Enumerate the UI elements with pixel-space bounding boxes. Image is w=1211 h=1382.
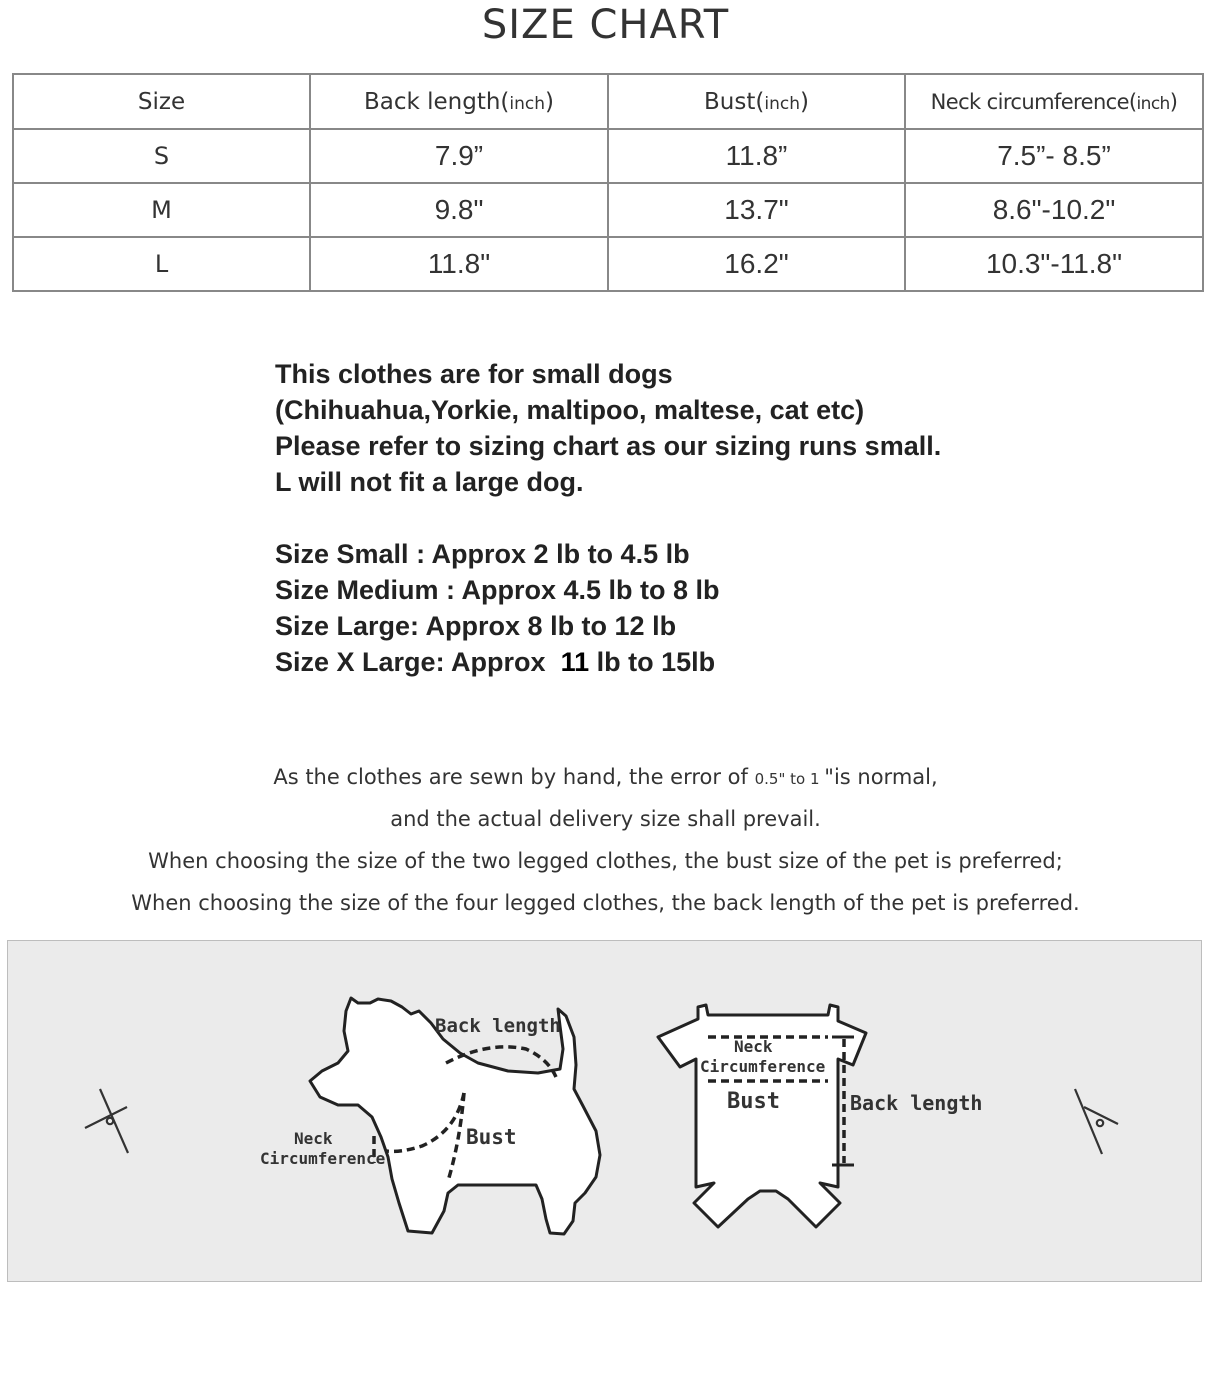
header-neck [905,74,1203,129]
cell-neck: 8.6"-10.2" [905,183,1203,237]
xlarge-prefix: Size X Large: Approx [275,647,561,677]
advice-line [0,758,1211,800]
cell-bust: 13.7" [608,183,905,237]
xlarge-suffix: lb to 15lb [589,647,716,677]
cell-size: M [13,183,310,237]
sizing-advice [0,758,1211,926]
note-line: This clothes are for small dogs [275,359,673,389]
advice-line: When choosing the size of the four legged clothes, the back length of the pet is preferred. [131,891,1080,915]
dog-back-length-label: Back length [435,1015,561,1037]
advice-text: As the clothes are sewn by hand, the error of [273,765,755,789]
advice-text: "is normal, [824,765,938,789]
shirt-bust-label: Bust [727,1089,780,1114]
size-note [275,356,941,680]
advice-error-range: 0.5" to 1 [754,770,825,788]
header-label: Back length( [363,88,510,115]
note-line: (Chihuahua,Yorkie, maltipoo, maltese, cat etc) [275,395,865,425]
scissors-icon [1075,1089,1118,1154]
cell-neck: 7.5”- 8.5” [905,129,1203,183]
header-bust [608,74,905,129]
header-label: Neck circumference( [930,89,1137,114]
cell-size: S [13,129,310,183]
header-close: ) [545,88,555,115]
header-unit: inch [764,93,800,114]
table-header-row [13,74,1203,129]
cell-back-length: 9.8" [310,183,608,237]
diagram-svg [8,941,1203,1283]
cell-back-length: 11.8" [310,237,608,291]
note-line: Please refer to sizing chart as our sizing runs small. [275,431,942,461]
header-label: Size [137,88,186,115]
shirt-back-length-label: Back length [850,1091,983,1115]
measurement-diagram [7,940,1202,1282]
shirt-neck-label: Circumference [700,1057,826,1076]
dog-neck-label: Circumference [260,1149,386,1168]
cell-bust: 16.2" [608,237,905,291]
dog-bust-label: Bust [466,1125,517,1149]
page-title: SIZE CHART [481,2,730,48]
weight-line-xlarge [275,644,941,680]
dog-neck-label: Neck [294,1129,333,1148]
table-row [13,237,1203,291]
header-unit: inch [1136,93,1170,114]
weight-line: Size Medium : Approx 4.5 lb to 8 lb [275,575,720,605]
weight-line: Size Small : Approx 2 lb to 4.5 lb [275,539,690,569]
table-row [13,183,1203,237]
header-close: ) [1169,89,1178,114]
header-size [13,74,310,129]
header-label: Bust( [704,88,765,115]
shirt-neck-label: Neck [734,1037,773,1056]
cell-size: L [13,237,310,291]
cell-back-length: 7.9” [310,129,608,183]
note-line: L will not fit a large dog. [275,467,584,497]
header-unit: inch [509,93,546,114]
spacer [275,500,941,536]
table-row [13,129,1203,183]
scissors-icon [85,1089,128,1153]
cell-bust: 11.8” [608,129,905,183]
cell-neck: 10.3"-11.8" [905,237,1203,291]
size-table [12,73,1204,292]
xlarge-num: 11 [560,647,590,677]
advice-line: When choosing the size of the two legged clothes, the bust size of the pet is preferred; [148,849,1063,873]
weight-line: Size Large: Approx 8 lb to 12 lb [275,611,677,641]
advice-line: and the actual delivery size shall prevail. [390,807,821,831]
header-back-length [310,74,608,129]
header-close: ) [799,88,809,115]
